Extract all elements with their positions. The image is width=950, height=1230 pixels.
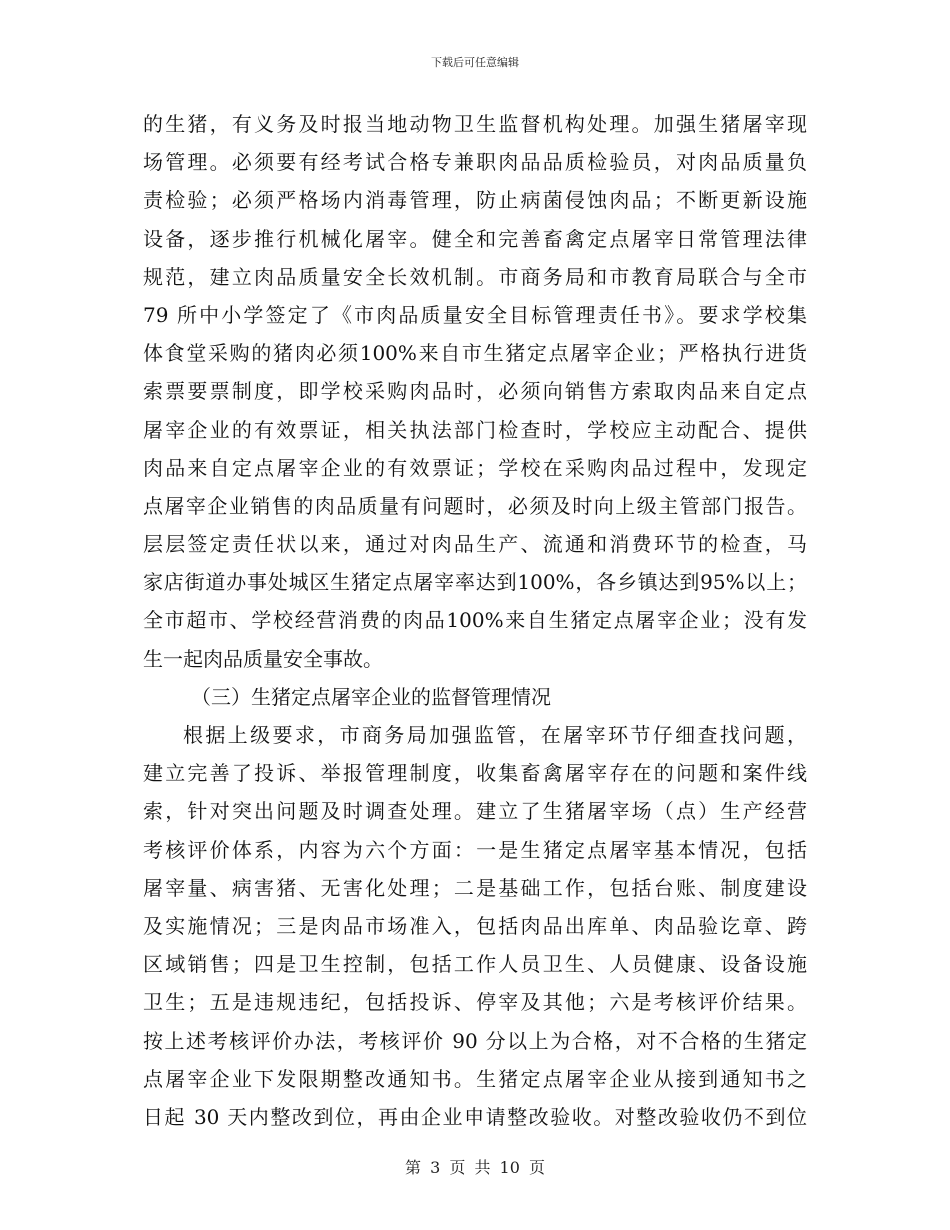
text-line: 索票要票制度，即学校采购肉品时，必须向销售方索取肉品来自定点: [143, 379, 807, 404]
text-line: 索，针对突出问题及时调查处理。建立了生猪屠宰场（点）生产经营: [143, 799, 807, 824]
text-line: 建立完善了投诉、举报管理制度，收集畜禽屠宰存在的问题和案件线: [143, 761, 807, 786]
text-line: 卫生；五是违规违纪，包括投诉、停宰及其他；六是考核评价结果。: [143, 990, 807, 1015]
text-line: 按上述考核评价办法，考核评价 90 分以上为合格，对不合格的生猪定: [143, 1028, 807, 1053]
text-line: 屠宰企业的有效票证，相关执法部门检查时，学校应主动配合、提供: [143, 417, 807, 442]
section-heading: （三）生猪定点屠宰企业的监督管理情况: [191, 684, 551, 709]
text-line: 点屠宰企业下发限期整改通知书。生猪定点屠宰企业从接到通知书之: [143, 1066, 807, 1091]
text-line: 全市超市、学校经营消费的肉品100%来自生猪定点屠宰企业；没有发: [143, 608, 807, 633]
text-line: 区域销售；四是卫生控制，包括工作人员卫生、人员健康、设备设施: [143, 952, 807, 977]
text-line: 的生猪，有义务及时报当地动物卫生监督机构处理。加强生猪屠宰现: [143, 112, 807, 136]
text-line: 场管理。必须要有经考试合格专兼职肉品品质检验员，对肉品质量负: [143, 150, 807, 175]
text-line: 日起 30 天内整改到位，再由企业申请整改验收。对整改验收仍不到位: [143, 1104, 807, 1129]
page-footer: 第 3 页 共 10 页: [405, 1158, 545, 1177]
text-line: 考核评价体系，内容为六个方面：一是生猪定点屠宰基本情况，包括: [143, 837, 807, 862]
document-body: [143, 105, 807, 1136]
text-line: 79 所中小学签定了《市肉品质量安全目标管理责任书》。要求学校集: [143, 302, 807, 327]
text-line: 规范，建立肉品质量安全长效机制。市商务局和市教育局联合与全市: [143, 264, 807, 289]
text-line: 点屠宰企业销售的肉品质量有问题时，必须及时向上级主管部门报告。: [143, 493, 807, 518]
text-line: 及实施情况；三是肉品市场准入，包括肉品出库单、肉品验讫章、跨: [143, 913, 807, 938]
text-line: 屠宰量、病害猪、无害化处理；二是基础工作，包括台账、制度建设: [143, 875, 807, 900]
text-line: 根据上级要求，市商务局加强监管，在屠宰环节仔细查找问题，: [183, 723, 807, 747]
text-line: 设备，逐步推行机械化屠宰。健全和完善畜禽定点屠宰日常管理法律: [143, 226, 807, 251]
text-line: 体食堂采购的猪肉必须100%来自市生猪定点屠宰企业；严格执行进货: [143, 341, 807, 366]
text-line: 层层签定责任状以来，通过对肉品生产、流通和消费环节的检查，马: [143, 532, 807, 557]
text-line: 生一起肉品质量安全事故。: [143, 646, 383, 671]
text-line: 责检验；必须严格场内消毒管理，防止病菌侵蚀肉品；不断更新设施: [143, 188, 807, 213]
text-line: 肉品来自定点屠宰企业的有效票证；学校在采购肉品过程中，发现定: [143, 455, 807, 480]
page-header: 下载后可任意编辑: [431, 56, 519, 69]
text-line: 家店街道办事处城区生猪定点屠宰率达到100%，各乡镇达到95%以上；: [143, 570, 807, 595]
